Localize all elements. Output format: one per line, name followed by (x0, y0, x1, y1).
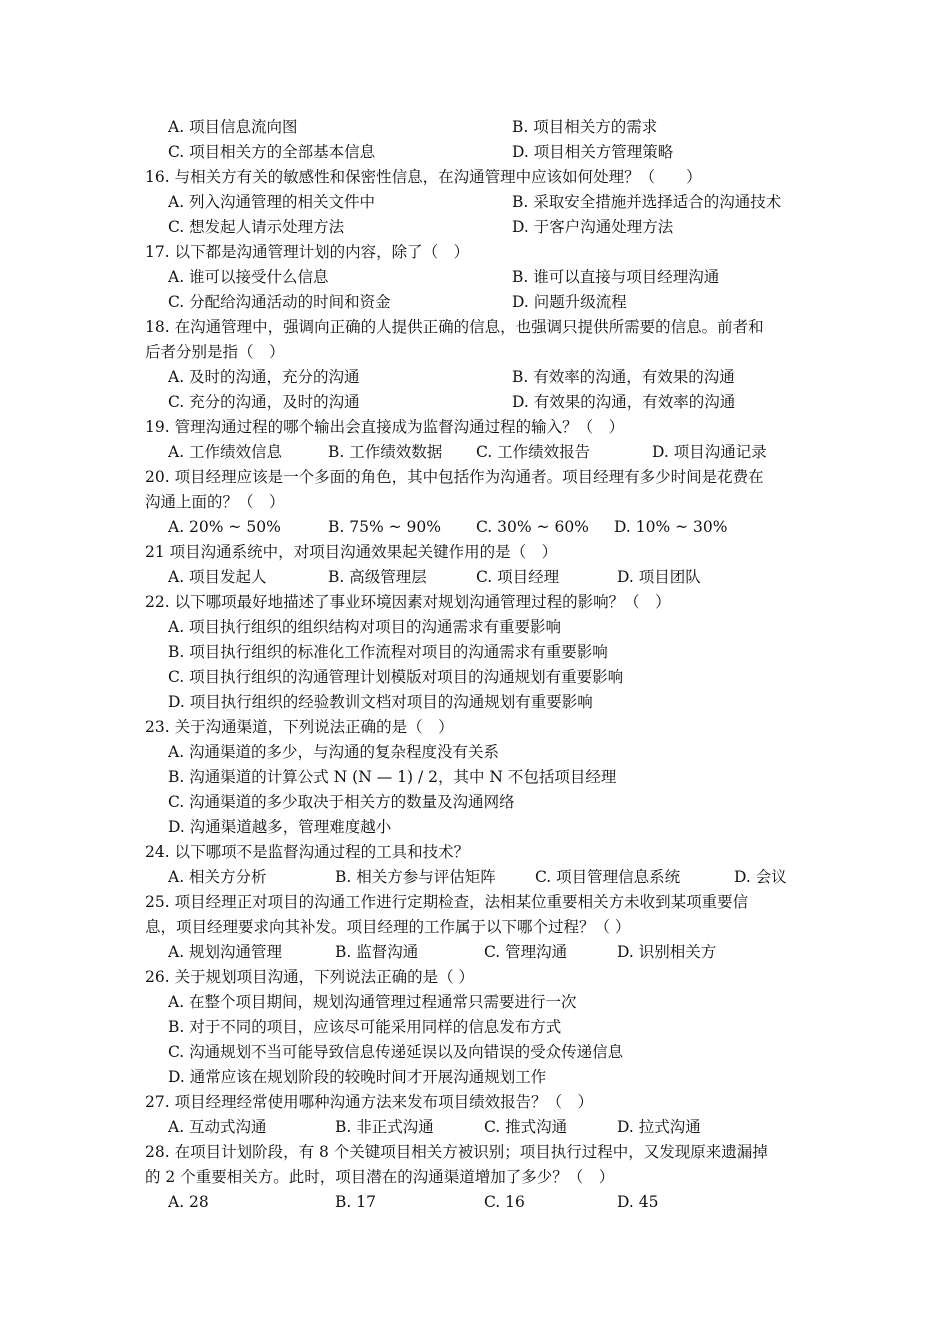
answer-option: B. 高级管理层 (328, 568, 427, 586)
answer-option: C. 30% ~ 60% (476, 518, 589, 536)
question-text: 28. 在项目计划阶段，有 8 个关键项目相关方被识别；项目执行过程中，又发现原来遗漏掉 (145, 1143, 768, 1161)
answer-option: C. 项目经理 (476, 568, 560, 586)
answer-option: C. 沟通渠道的多少取决于相关方的数量及沟通网络 (168, 793, 515, 811)
answer-option: C. 16 (484, 1193, 525, 1211)
answer-option: A. 项目执行组织的组织结构对项目的沟通需求有重要影响 (168, 618, 562, 636)
answer-option: B. 有效率的沟通，有效果的沟通 (512, 368, 735, 386)
answer-option: C. 项目管理信息系统 (535, 868, 681, 886)
question-text: 24. 以下哪项不是监督沟通过程的工具和技术？ (145, 843, 470, 861)
answer-option: D. 10% ~ 30% (614, 518, 728, 536)
answer-option: B. 项目执行组织的标准化工作流程对项目的沟通需求有重要影响 (168, 643, 608, 661)
answer-option: D. 通常应该在规划阶段的较晚时间才开展沟通规划工作 (168, 1068, 547, 1086)
answer-option: A. 在整个项目期间，规划沟通管理过程通常只需要进行一次 (168, 993, 577, 1011)
answer-option: D. 问题升级流程 (512, 293, 627, 311)
answer-option: C. 项目执行组织的沟通管理计划模版对项目的沟通规划有重要影响 (168, 668, 624, 686)
answer-option: A. 相关方分析 (168, 868, 267, 886)
answer-option: B. 谁可以直接与项目经理沟通 (512, 268, 720, 286)
answer-option: D. 于客户沟通处理方法 (512, 218, 674, 236)
answer-option: A. 谁可以接受什么信息 (168, 268, 329, 286)
answer-option: B. 采取安全措施并选择适合的沟通技术 (512, 193, 782, 211)
answer-option: B. 75% ~ 90% (328, 518, 441, 536)
answer-option: A. 项目发起人 (168, 568, 267, 586)
answer-option: C. 想发起人请示处理方法 (168, 218, 345, 236)
answer-option: C. 分配给沟通活动的时间和资金 (168, 293, 391, 311)
question-text: 25. 项目经理正对项目的沟通工作进行定期检查，法相某位重要相关方未收到某项重要信 (145, 893, 749, 911)
answer-option: A. 及时的沟通，充分的沟通 (168, 368, 360, 386)
answer-option: B. 17 (335, 1193, 376, 1211)
answer-option: B. 工作绩效数据 (328, 443, 443, 461)
answer-option: A. 28 (168, 1193, 209, 1211)
answer-option: D. 会议 (734, 868, 787, 886)
answer-option: D. 项目相关方管理策略 (512, 143, 674, 161)
question-text: 的 2 个重要相关方。此时，项目潜在的沟通渠道增加了多少？（ ） (145, 1168, 615, 1186)
question-text: 20. 项目经理应该是一个多面的角色，其中包括作为沟通者。项目经理有多少时间是花费在 (145, 468, 764, 486)
question-text: 22. 以下哪项最好地描述了事业环境因素对规划沟通管理过程的影响？（ ） (145, 593, 671, 611)
answer-option: A. 项目信息流向图 (168, 118, 298, 136)
answer-option: D. 项目沟通记录 (652, 443, 767, 461)
answer-option: D. 项目执行组织的经验教训文档对项目的沟通规划有重要影响 (168, 693, 593, 711)
answer-option: C. 充分的沟通，及时的沟通 (168, 393, 360, 411)
answer-option: D. 45 (617, 1193, 659, 1211)
question-text: 息，项目经理要求向其补发。项目经理的工作属于以下哪个过程？（ ） (145, 918, 631, 936)
answer-option: B. 非正式沟通 (335, 1118, 434, 1136)
question-text: 17. 以下都是沟通管理计划的内容，除了（ ） (145, 243, 470, 261)
answer-option: C. 工作绩效报告 (476, 443, 591, 461)
question-text: 后者分别是指（ ） (145, 343, 285, 361)
answer-option: A. 列入沟通管理的相关文件中 (168, 193, 376, 211)
question-text: 26. 关于规划项目沟通，下列说法正确的是（ ） (145, 968, 475, 986)
answer-option: B. 项目相关方的需求 (512, 118, 658, 136)
answer-option: D. 沟通渠道越多，管理难度越小 (168, 818, 392, 836)
answer-option: A. 规划沟通管理 (168, 943, 283, 961)
answer-option: A. 互动式沟通 (168, 1118, 267, 1136)
question-text: 沟通上面的？（ ） (145, 493, 285, 511)
answer-option: D. 有效果的沟通，有效率的沟通 (512, 393, 736, 411)
answer-option: A. 20% ~ 50% (168, 518, 281, 536)
answer-option: C. 推式沟通 (484, 1118, 568, 1136)
question-text: 21 项目沟通系统中，对项目沟通效果起关键作用的是（ ） (145, 543, 558, 561)
answer-option: A. 工作绩效信息 (168, 443, 283, 461)
answer-option: A. 沟通渠道的多少，与沟通的复杂程度没有关系 (168, 743, 500, 761)
answer-option: B. 监督沟通 (335, 943, 419, 961)
answer-option: B. 相关方参与评估矩阵 (335, 868, 496, 886)
question-text: 16. 与相关方有关的敏感性和保密性信息，在沟通管理中应该如何处理？（ ） (145, 168, 702, 186)
answer-option: D. 识别相关方 (617, 943, 717, 961)
answer-option: D. 项目团队 (617, 568, 701, 586)
answer-option: C. 项目相关方的全部基本信息 (168, 143, 376, 161)
question-text: 23. 关于沟通渠道，下列说法正确的是（ ） (145, 718, 454, 736)
question-text: 19. 管理沟通过程的哪个输出会直接成为监督沟通过程的输入？（ ） (145, 418, 625, 436)
question-text: 27. 项目经理经常使用哪种沟通方法来发布项目绩效报告？（ ） (145, 1093, 594, 1111)
answer-option: D. 拉式沟通 (617, 1118, 701, 1136)
question-text: 18. 在沟通管理中，强调向正确的人提供正确的信息，也强调只提供所需要的信息。前者和 (145, 318, 764, 336)
answer-option: C. 管理沟通 (484, 943, 568, 961)
answer-option: B. 对于不同的项目，应该尽可能采用同样的信息发布方式 (168, 1018, 562, 1036)
answer-option: B. 沟通渠道的计算公式 N (N — 1) / 2，其中 N 不包括项目经理 (168, 768, 617, 786)
answer-option: C. 沟通规划不当可能导致信息传递延误以及向错误的受众传递信息 (168, 1043, 624, 1061)
